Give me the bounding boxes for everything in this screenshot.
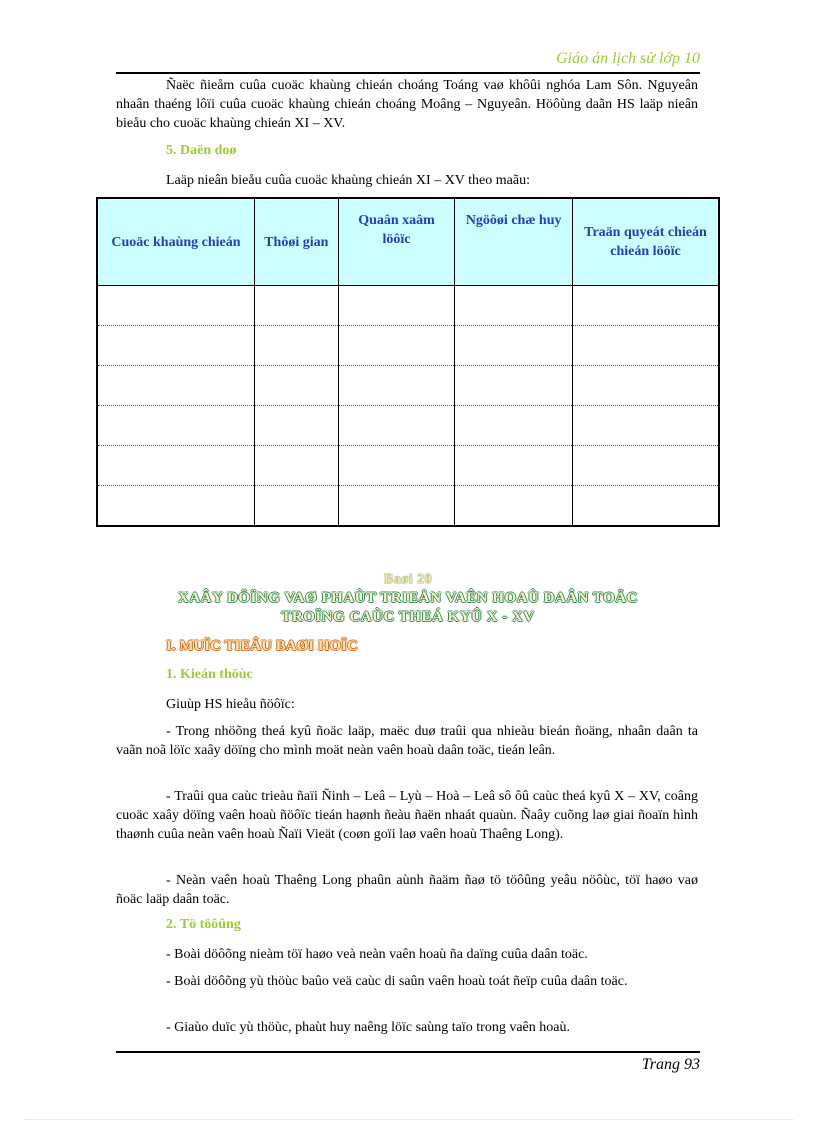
table-cell xyxy=(455,446,573,486)
footer-rule xyxy=(116,1051,700,1053)
table-cell xyxy=(455,326,573,366)
table-cell xyxy=(338,486,455,527)
table-cell xyxy=(338,406,455,446)
thought-heading: 2. Tö töôûng xyxy=(166,917,241,932)
table-cell xyxy=(254,406,338,446)
header-rule xyxy=(116,72,700,74)
knowledge-lead: Giuùp HS hieåu ñöôïc: xyxy=(166,697,295,712)
table-cell xyxy=(572,446,719,486)
page-number: Trang 93 xyxy=(641,1056,700,1073)
thought-point: - Boài döôõng nieàm töï haøo veà neàn vaên hoaù ña daïng cuûa daân toäc. xyxy=(166,947,588,962)
section5-instruction: Laäp nieân bieåu cuûa cuoäc khaùng chieán XI – XV theo maãu: xyxy=(166,173,530,188)
table-cell xyxy=(97,446,254,486)
table-cell xyxy=(455,366,573,406)
thought-point: - Giaùo duïc yù thöùc, phaùt huy naêng löïc saùng taïo trong vaên hoaù. xyxy=(166,1020,570,1035)
table-cell xyxy=(254,326,338,366)
table-cell xyxy=(455,286,573,326)
table-cell xyxy=(338,366,455,406)
table-header-cell: Traän quyeát chieán chieán löôïc xyxy=(572,198,719,286)
table-cell xyxy=(97,366,254,406)
table-cell xyxy=(455,486,573,527)
table-header-cell: Cuoäc khaùng chieán xyxy=(97,198,254,286)
table-cell xyxy=(338,286,455,326)
knowledge-heading: 1. Kieán thöùc xyxy=(166,667,253,682)
section5-heading: 5. Daën doø xyxy=(166,143,237,158)
objectives-heading: I. MUÏC TIEÂU BAØI HOÏC xyxy=(166,638,358,654)
thought-point: - Boài döôõng yù thöùc baûo veä caùc di saûn vaên hoaù toát ñeïp cuûa daân toäc. xyxy=(166,974,628,989)
table-row xyxy=(97,366,719,406)
table-cell xyxy=(97,406,254,446)
table-cell xyxy=(254,486,338,527)
table-cell xyxy=(338,326,455,366)
table-cell xyxy=(572,486,719,527)
intro-paragraph: Ñaëc ñieåm cuûa cuoäc khaùng chieán choáng Toáng vaø khôûi nghóa Lam Sôn. Nguyeân nhaân thaéng lôïi cuûa cuoäc khaùng chieán choáng Moâng – Nguyeân. Höôùng daãn HS laäp nieân bieåu cho cuoäc khaùng chieán XI – XV. xyxy=(116,78,698,131)
table-cell xyxy=(338,446,455,486)
table-cell xyxy=(254,446,338,486)
table-cell xyxy=(254,366,338,406)
table-row xyxy=(97,286,719,326)
table-header-cell: Ngöôøi chæ huy xyxy=(455,198,573,286)
table-header-row xyxy=(97,198,719,286)
table-row xyxy=(97,326,719,366)
lesson-title-line2: TROÏNG CAÙC THEÁ KYÛ X - XV xyxy=(281,609,535,625)
table-cell xyxy=(572,326,719,366)
table-row xyxy=(97,446,719,486)
table-cell xyxy=(572,406,719,446)
knowledge-point: - Trong nhöõng theá kyû ñoäc laäp, maëc duø traûi qua nhieàu bieán ñoäng, nhaân daân ta vaãn noã löïc xaây döïng cho mình moät neàn vaên hoaù daân toäc, tieán leân. xyxy=(116,724,698,758)
page-edge xyxy=(24,1119,794,1120)
table-row xyxy=(97,406,719,446)
table-header-cell: Quaân xaâm löôïc xyxy=(338,198,455,286)
table-cell xyxy=(254,286,338,326)
table-row xyxy=(97,486,719,527)
chronology-table xyxy=(96,197,720,527)
lesson-title-line1: XAÂY DÖÏNG VAØ PHAÙT TRIEÅN VAÊN HOAÙ DAÂN TOÄC xyxy=(178,590,638,606)
table-cell xyxy=(572,286,719,326)
header-title: Giáo án lịch sử lớp 10 xyxy=(556,50,700,67)
lesson-number: Baøi 20 xyxy=(383,572,433,587)
table-cell xyxy=(455,406,573,446)
knowledge-point: - Traûi qua caùc trieàu ñaïi Ñinh – Leâ – Lyù – Hoà – Leâ sô ôû caùc theá kyû X – XV, coâng cuoäc xaây döïng vaên hoaù ñöôïc tieán haønh ñeàu ñaën nhaát quaùn. Ñaây cuõng laø giai ñoaïn hình thaønh cuûa neàn vaên hoaù Ñaïi Vieät (coøn goïi laø vaên hoaù Thaêng Long). xyxy=(116,789,698,842)
table-cell xyxy=(572,366,719,406)
table-cell xyxy=(97,486,254,527)
table-header-cell: Thôøi gian xyxy=(254,198,338,286)
table-cell xyxy=(97,326,254,366)
knowledge-point: - Neàn vaên hoaù Thaêng Long phaûn aùnh ñaäm ñaø tö töôûng yeâu nöôùc, töï haøo vaø ñoäc laäp daân toäc. xyxy=(116,873,698,907)
table-cell xyxy=(97,286,254,326)
